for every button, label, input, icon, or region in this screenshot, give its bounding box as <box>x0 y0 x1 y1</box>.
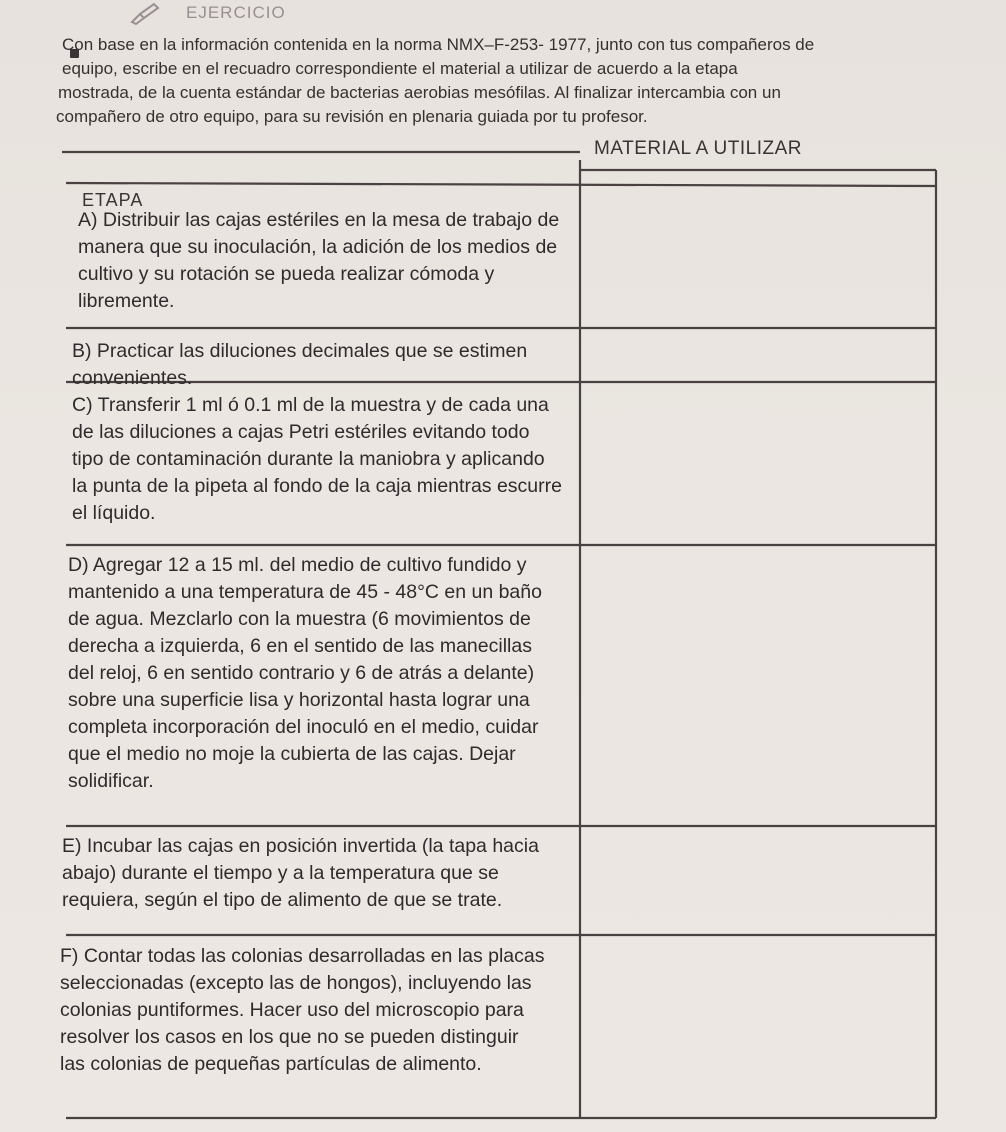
etapa-column-header: ETAPA <box>82 190 144 210</box>
step-d-line-9: solidificar. <box>68 770 154 792</box>
step-d-line-5: del reloj, 6 en sentido contrario y 6 de atrás a delante) <box>68 662 535 684</box>
step-a-line-2: manera que su inoculación, la adición de los medios de <box>78 236 558 258</box>
step-a-line-3: cultivo y su rotación se pueda realizar cómoda y <box>78 263 495 285</box>
step-c-line-5: el líquido. <box>72 502 156 524</box>
step-e-line-1: E) Incubar las cajas en posición invertida (la tapa hacia <box>62 835 539 857</box>
step-f-line-5: las colonias de pequeñas partículas de alimento. <box>60 1053 482 1075</box>
step-f-line-3: colonias puntiformes. Hacer uso del microscopio para <box>60 999 524 1021</box>
step-f-line-2: seleccionadas (excepto las de hongos), incluyendo las <box>60 972 532 994</box>
step-e-line-3: requiera, según el tipo de alimento de que se trate. <box>62 889 503 911</box>
step-c-line-4: la punta de la pipeta al fondo de la caja mientras escurre <box>72 475 562 497</box>
step-d-line-8: que el medio no moje la cubierta de las cajas. Dejar <box>68 743 516 765</box>
step-e-text <box>62 833 539 914</box>
step-f-line-4: resolver los casos en los que no se pueden distinguir <box>60 1026 519 1048</box>
material-cell-e[interactable] <box>580 828 936 933</box>
step-d-line-2: mantenido a una temperatura de 45 - 48°C en un baño <box>68 581 542 603</box>
step-d-text <box>68 552 542 795</box>
material-cell-a[interactable] <box>580 188 936 326</box>
step-f-text <box>60 943 545 1078</box>
step-b-text <box>72 338 527 392</box>
material-cell-d[interactable] <box>580 547 936 824</box>
step-a-text <box>78 207 559 315</box>
step-c-line-3: tipo de contaminación durante la maniobra y aplicando <box>72 448 545 470</box>
step-a-line-1: A) Distribuir las cajas estériles en la mesa de trabajo de <box>78 209 560 231</box>
step-b-line-1: B) Practicar las diluciones decimales que se estimen <box>72 340 528 362</box>
step-f-line-1: F) Contar todas las colonias desarrolladas en las placas <box>60 945 545 967</box>
pencil-icon <box>128 2 162 26</box>
intro-line-4: compañero de otro equipo, para su revisión en plenaria guiada por tu profesor. <box>56 107 648 126</box>
step-b-line-2: convenientes. <box>72 367 193 389</box>
intro-line-2: equipo, escribe en el recuadro correspondiente el material a utilizar de acuerdo a la etapa <box>62 59 738 78</box>
material-cell-c[interactable] <box>580 384 936 544</box>
material-cell-f[interactable] <box>580 937 936 1116</box>
material-cell-b[interactable] <box>580 330 936 380</box>
step-c-text <box>72 392 562 527</box>
step-c-line-1: C) Transferir 1 ml ó 0.1 ml de la muestra y de cada una <box>72 394 549 416</box>
step-d-line-7: completa incorporación del inoculó en el medio, cuidar <box>68 716 539 738</box>
step-d-line-6: sobre una superficie lisa y horizontal hasta lograr una <box>68 689 530 711</box>
material-column-header: MATERIAL A UTILIZAR <box>594 138 802 159</box>
intro-line-1: Con base en la información contenida en la norma NMX–F-253- 1977, junto con tus compañeros de <box>62 35 815 54</box>
step-d-line-4: derecha a izquierda, 6 en el sentido de las manecillas <box>68 635 532 657</box>
step-c-line-2: de las diluciones a cajas Petri estériles evitando todo <box>72 421 530 443</box>
intro-line-3: mostrada, de la cuenta estándar de bacterias aerobias mesófilas. Al finalizar intercambia con un <box>58 83 781 102</box>
step-d-line-3: de agua. Mezclarlo con la muestra (6 movimientos de <box>68 608 531 630</box>
step-d-line-1: D) Agregar 12 a 15 ml. del medio de cultivo fundido y <box>68 554 527 576</box>
step-a-line-4: libremente. <box>78 290 175 312</box>
step-e-line-2: abajo) durante el tiempo y a la temperatura que se <box>62 862 499 884</box>
exercise-title: EJERCICIO <box>186 3 286 22</box>
